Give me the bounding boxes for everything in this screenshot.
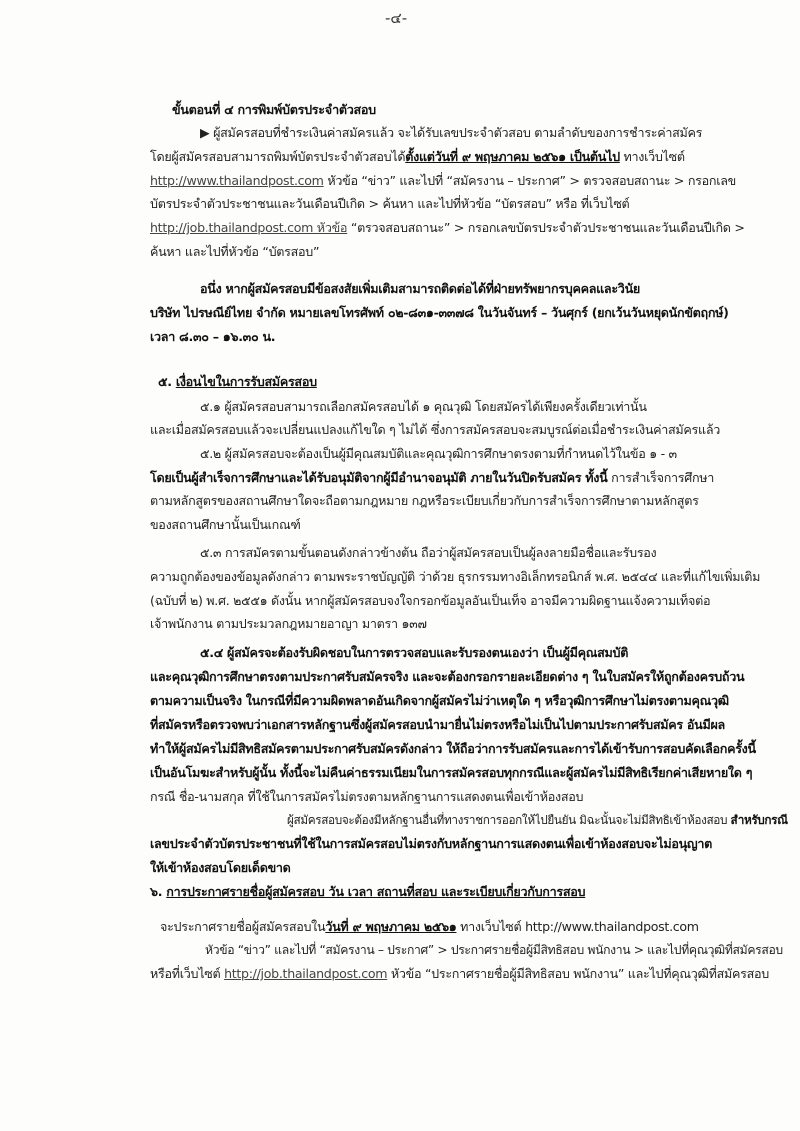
text-line <box>150 327 275 347</box>
text-line <box>150 614 427 634</box>
text-line <box>150 964 769 984</box>
text-line <box>150 715 725 735</box>
text-segment: ความถูกต้องของข้อมูลดังกล่าว ตามพระราชบัญญัติ ว่าด้วย ธุรกรรมทางอิเล็กทรอนิกส์ พ.ศ. ๒๕๔๔ และที่แก้ไขเพิ่มเติม <box>150 569 761 584</box>
url-link[interactable]: http://job.thailandpost.com หัวข้อ <box>150 220 348 235</box>
text-line <box>150 667 744 687</box>
text-line <box>150 787 583 807</box>
text-segment: บริษัท ไปรษณีย์ไทย จำกัด หมายเลขโทรศัพท์ ๐๒-๘๓๑-๓๓๗๘ ในวันจันทร์ – วันศุกร์ (ยกเว้นวันหยุดนักขัตฤกษ์) <box>150 305 729 320</box>
text-segment: และคุณวุฒิการศึกษาตรงตามประกาศรับสมัครจริง และจะต้องกรอกรายละเอียดต่าง ๆ ในใบสมัครให้ถูกต้องครบถ้วน <box>150 669 745 684</box>
text-line <box>150 303 729 323</box>
text-line <box>200 444 677 464</box>
text-line <box>150 591 710 611</box>
text-line <box>150 194 629 214</box>
text-segment: เงื่อนไขในการรับสมัครสอบ <box>175 374 317 389</box>
text-line <box>158 372 317 392</box>
text-line <box>150 171 736 191</box>
text-segment: ทางเว็บไซต์ http://www.thailandpost.com <box>456 919 699 934</box>
text-segment: บัตรประจำตัวประชาชนและวันเดือนปีเกิด > ค้นหา และไปที่หัวข้อ “บัตรสอบ” หรือ ที่เว็บไซต์ <box>150 196 630 211</box>
text-line <box>200 397 647 417</box>
text-line <box>200 543 656 563</box>
url-link[interactable]: http://job.thailandpost.com <box>224 966 388 981</box>
text-line <box>160 917 699 937</box>
text-line <box>150 691 729 711</box>
text-line <box>150 420 720 440</box>
text-segment: เจ้าพนักงาน ตามประมวลกฎหมายอาญา มาตรา ๑๓๗ <box>150 616 427 631</box>
text-segment: (ฉบับที่ ๒) พ.ศ. ๒๕๕๑ ดังนั้น หากผู้สมัครสอบจงใจกรอกข้อมูลอันเป็นเท็จ อาจมีความผิดฐานแจ้งความเท็จต่อ <box>150 593 711 608</box>
text-segment: ๕.๑ ผู้สมัครสอบสามารถเลือกสมัครสอบได้ ๑ คุณวุฒิ โดยสมัครได้เพียงครั้งเดียวเท่านั้น <box>200 399 647 414</box>
text-segment: ผู้สมัครสอบจะต้องมีหลักฐานอื่นที่ทางราชการออกให้ไปยืนยัน มิฉะนั้นจะไม่มีสิทธิเข้าห้องสอบ <box>287 813 731 827</box>
text-line <box>150 218 745 238</box>
text-segment: ๕.๔ ผู้สมัครจะต้องรับผิดชอบในการตรวจสอบและรับรองตนเองว่า เป็นผู้มีคุณสมบัติ <box>200 645 629 660</box>
text-segment: วันที่ ๙ พฤษภาคม ๒๕๖๑ <box>325 919 457 934</box>
text-segment: ทางเว็บไซต์ <box>619 149 685 164</box>
text-line <box>150 468 714 488</box>
text-line <box>150 242 319 262</box>
text-segment: โดยเป็นผู้สำเร็จการศึกษาและได้รับอนุมัติจากผู้มีอำนาจอนุมัติ ภายในวันปิดรับสมัคร ทั้งนี้ <box>150 470 608 485</box>
text-segment: การประกาศรายชื่อผู้สมัครสอบ วัน เวลา สถานที่สอบ และระเบียบเกี่ยวกับการสอบ <box>166 884 586 899</box>
text-line <box>150 739 756 759</box>
text-segment: เวลา ๘.๓๐ – ๑๖.๓๐ น. <box>150 329 276 344</box>
text-segment: ๕.๓ การสมัครตามขั้นตอนดังกล่าวข้างต้น ถือว่าผู้สมัครสอบเป็นผู้ลงลายมือชื่อและรับรอง <box>200 545 657 560</box>
text-segment: ของสถานศึกษานั้นเป็นเกณฑ์ <box>150 517 301 532</box>
text-segment: ทำให้ผู้สมัครไม่มีสิทธิสมัครตามประกาศรับสมัครดังกล่าว ให้ถือว่าการรับสมัครและการได้เข้ารับการสอบคัดเลือกครั้งนี้ <box>150 741 756 756</box>
text-line <box>172 100 376 120</box>
text-segment: การสำเร็จการศึกษา <box>607 470 715 485</box>
text-segment: ให้เข้าห้องสอบโดยเด็ดขาด <box>150 860 291 875</box>
text-line <box>200 643 628 663</box>
text-segment: หัวข้อ “ข่าว” และไปที่ “สมัครงาน – ประกาศ” > ประกาศรายชื่อผู้มีสิทธิสอบ พนักงาน > และไปที่คุณวุฒิที่สมัครสอบ <box>205 943 783 957</box>
text-line <box>200 279 640 299</box>
text-segment: กรณี ชื่อ-นามสกุล ที่ใช้ในการสมัครไม่ตรงตามหลักฐานการแสดงตนเพื่อเข้าห้องสอบ <box>150 789 584 804</box>
text-line <box>150 858 291 878</box>
text-line <box>150 491 699 511</box>
text-line <box>205 940 783 960</box>
text-segment: ตามหลักสูตรของสถานศึกษาใดจะถือตามกฎหมาย กฎหรือระเบียบเกี่ยวกับการสำเร็จการศึกษาตามหลักสูตร <box>150 493 699 508</box>
page-number: -๔- <box>385 9 408 27</box>
text-line <box>150 882 585 902</box>
text-segment: หัวข้อ “ข่าว” และไปที่ “สมัครงาน – ประกาศ” > ตรวจสอบสถานะ > กรอกเลข <box>323 173 736 188</box>
text-segment: ๖. <box>150 884 167 899</box>
text-segment: เป็นอันโมฆะสำหรับผู้นั้น ทั้งนี้จะไม่คืนค่าธรรมเนียมในการสมัครสอบทุกกรณีและผู้สมัครไม่มีสิทธิเรียกค่าเสียหายใด ๆ <box>150 765 753 780</box>
text-line <box>287 810 788 830</box>
text-segment: ตามความเป็นจริง ในกรณีที่มีความผิดพลาดอันเกิดจากผู้สมัครไม่ว่าเหตุใด ๆ หรือวุฒิการศึกษาไม่ตรงตามคุณวุฒิ <box>150 693 729 708</box>
text-segment: หัวข้อ “ประกาศรายชื่อผู้มีสิทธิสอบ พนักงาน” และไปที่คุณวุฒิที่สมัครสอบ <box>387 966 769 981</box>
text-segment: และเมื่อสมัครสอบแล้วจะเปลี่ยนแปลงแก้ไขใด ๆ ไม่ได้ ซึ่งการสมัครสอบจะสมบูรณ์ต่อเมื่อชำระเงินค่าสมัครแล้ว <box>150 422 721 437</box>
text-segment: ตั้งแต่วันที่ ๙ พฤษภาคม ๒๕๖๑ เป็นต้นไป <box>405 149 620 164</box>
url-link[interactable]: http://www.thailandpost.com <box>150 173 324 188</box>
text-segment: จะประกาศรายชื่อผู้สมัครสอบใน <box>160 919 326 934</box>
text-segment: หรือที่เว็บไซต์ <box>150 966 225 981</box>
text-line <box>200 123 702 143</box>
text-segment: “ตรวจสอบสถานะ” > กรอกเลขบัตรประจำตัวประชาชนและวันเดือนปีเกิด > <box>347 220 745 235</box>
text-segment: สำหรับกรณี <box>730 813 788 827</box>
text-segment: ขั้นตอนที่ ๔ การพิมพ์บัตรประจำตัวสอบ <box>172 102 376 117</box>
text-line <box>150 515 301 535</box>
text-segment: ๕. <box>158 374 176 389</box>
text-segment: เลขประจำตัวบัตรประชาชนที่ใช้ในการสมัครสอบไม่ตรงกับหลักฐานการแสดงตนเพื่อเข้าห้องสอบจะไม่อนุญาต <box>150 836 712 851</box>
text-segment: ค้นหา และไปที่หัวข้อ “บัตรสอบ” <box>150 244 320 259</box>
text-segment: ที่สมัครหรือตรวจพบว่าเอกสารหลักฐานซึ่งผู้สมัครสอบนำมายื่นไม่ตรงหรือไม่เป็นไปตามประกาศรับสมัคร อันมีผล <box>150 717 725 732</box>
text-line <box>150 567 760 587</box>
text-segment: อนึ่ง หากผู้สมัครสอบมีข้อสงสัยเพิ่มเติมสามารถติดต่อได้ที่ฝ่ายทรัพยากรบุคคลและวินัย <box>200 281 640 296</box>
text-line <box>150 147 685 167</box>
text-segment: โดยผู้สมัครสอบสามารถพิมพ์บัตรประจำตัวสอบได้ <box>150 149 406 164</box>
text-segment: ๕.๒ ผู้สมัครสอบจะต้องเป็นผู้มีคุณสมบัติและคุณวุฒิการศึกษาตรงตามที่กำหนดไว้ในข้อ ๑ - ๓ <box>200 446 677 461</box>
text-line <box>150 834 712 854</box>
text-segment: ▶ ผู้สมัครสอบที่ชำระเงินค่าสมัครแล้ว จะได้รับเลขประจำตัวสอบ ตามลำดับของการชำระค่าสมัคร <box>200 125 703 140</box>
text-line <box>150 763 752 783</box>
